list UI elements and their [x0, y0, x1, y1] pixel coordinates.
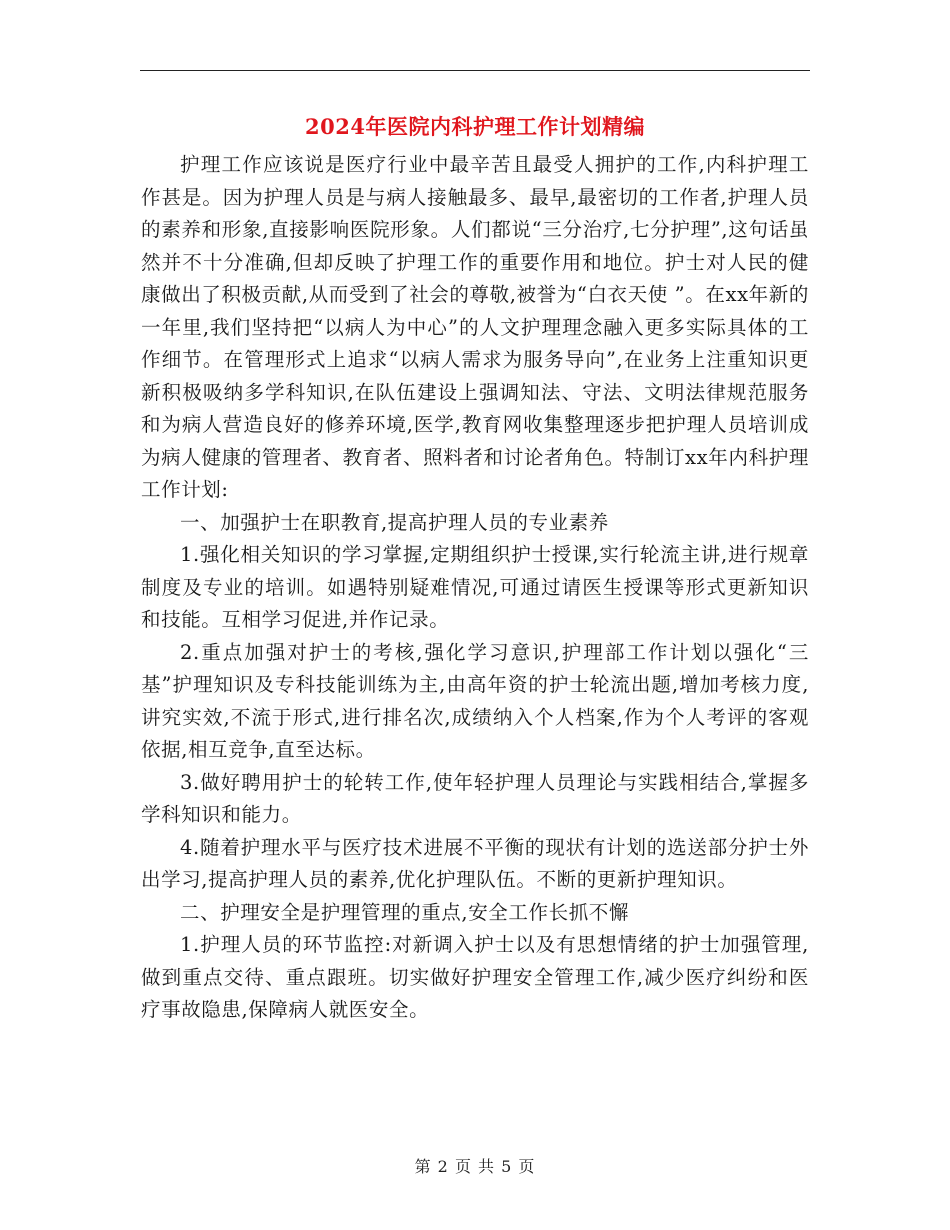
- paragraph-intro: 护理工作应该说是医疗行业中最辛苦且最受人拥护的工作,内科护理工作甚是。因为护理人员是与病人接触最多、最早,最密切的工作者,护理人员的素养和形象,直接影响医院形象。人们都说“三分治疗,七分护理”,这句话虽然并不十分准确,但却反映了护理工作的重要作用和地位。护士对人民的健康做出了积极贡献,从而受到了社会的尊敬,被誉为“白衣天使 ”。在xx年新的一年里,我们坚持把“以病人为中心”的人文护理理念融入更多实际具体的工作细节。在管理形式上追求“以病人需求为服务导向”,在业务上注重知识更新积极吸纳多学科知识,在队伍建设上强调知法、守法、文明法律规范服务和为病人营造良好的修养环境,医学,教育网收集整理逐步把护理人员培训成为病人健康的管理者、教育者、照料者和讨论者角色。特制订xx年内科护理工作计划:: [141, 153, 809, 501]
- paragraph-1-1: 1.强化相关知识的学习掌握,定期组织护士授课,实行轮流主讲,进行规章制度及专业的培训。如遇特别疑难情况,可通过请医生授课等形式更新知识和技能。互相学习促进,并作记录。: [141, 543, 809, 631]
- document-body: [141, 149, 809, 1027]
- page-footer: 第 2 页 共 5 页: [414, 1157, 536, 1176]
- paragraph-1-3: 3.做好聘用护士的轮转工作,使年轻护理人员理论与实践相结合,掌握多学科知识和能力。: [141, 770, 809, 826]
- header-rule: [140, 70, 810, 71]
- paragraph-2-1: 1.护理人员的环节监控:对新调入护士以及有思想情绪的护士加强管理,做到重点交待、重点跟班。切实做好护理安全管理工作,减少医疗纠纷和医疗事故隐患,保障病人就医安全。: [141, 933, 809, 1021]
- section-heading-1: 一、加强护士在职教育,提高护理人员的专业素养: [180, 510, 609, 534]
- paragraph-1-4: 4.随着护理水平与医疗技术进展不平衡的现状有计划的选送部分护士外出学习,提高护理人员的素养,优化护理队伍。不断的更新护理知识。: [141, 835, 809, 891]
- section-heading-2: 二、护理安全是护理管理的重点,安全工作长抓不懈: [180, 900, 629, 924]
- paragraph-1-2: 2.重点加强对护士的考核,强化学习意识,护理部工作计划以强化“三基”护理知识及专科技能训练为主,由高年资的护士轮流出题,增加考核力度,讲究实效,不流于形式,进行排名次,成绩纳入个人档案,作为个人考评的客观依据,相互竞争,直至达标。: [141, 640, 809, 761]
- document-title: 2024年医院内科护理工作计划精编: [305, 114, 645, 139]
